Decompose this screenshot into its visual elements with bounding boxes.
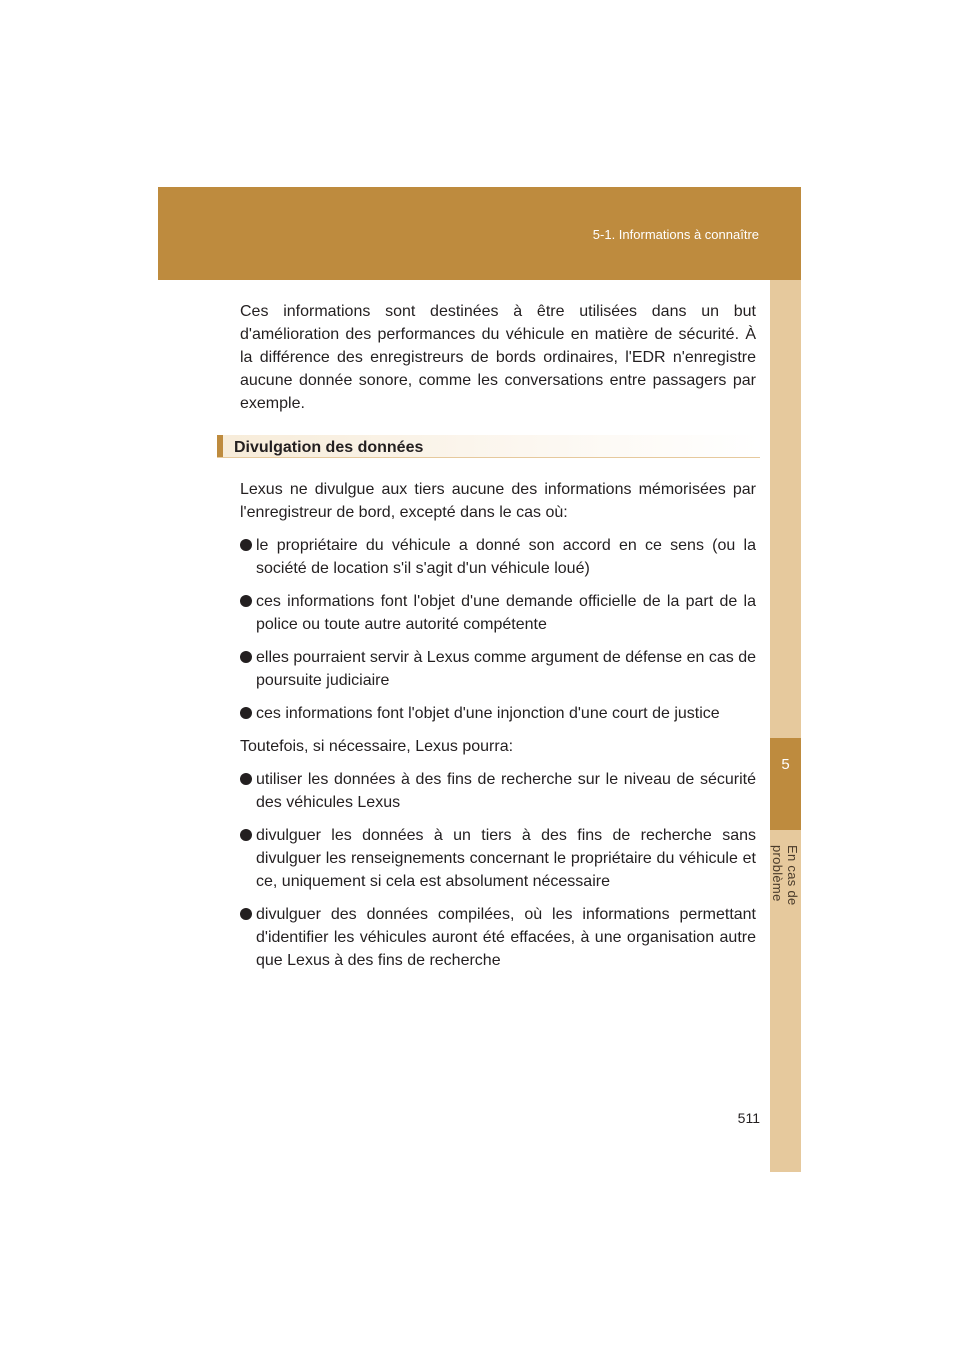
page-number: 511 [737, 1110, 760, 1126]
bullet-icon [240, 539, 252, 551]
section-title: 5-1. Informations à connaître [592, 227, 759, 242]
list-item: divulguer les données à un tiers à des fins de recherche sans divulguer les renseignements concernant le propriétaire du véhicule et ce, uniquement si cela est absolument nécessaire [240, 824, 756, 893]
paragraph-however: Toutefois, si nécessaire, Lexus pourra: [240, 738, 514, 755]
side-tab [770, 280, 801, 1172]
list-item: ces informations font l'objet d'une demande officielle de la part de la police ou toute autre autorité compétente [240, 590, 756, 636]
header-band [158, 187, 801, 280]
bullet-icon [240, 829, 252, 841]
list-item: elles pourraient servir à Lexus comme argument de défense en cas de poursuite judiciaire [240, 646, 756, 692]
chapter-tab[interactable] [770, 738, 801, 830]
chapter-label: En cas de problème [770, 845, 800, 906]
section-heading [217, 435, 760, 458]
heading-text: Divulgation des données [234, 439, 424, 456]
bullet-icon [240, 908, 252, 920]
bullet-icon [240, 773, 252, 785]
list-item: le propriétaire du véhicule a donné son accord en ce sens (ou la société de location s'il s'agit d'un véhicule loué) [240, 534, 756, 580]
bullet-icon [240, 651, 252, 663]
list-item: ces informations font l'objet d'une injonction d'une court de justice [240, 702, 756, 725]
intro-paragraph: Ces informations sont destinées à être utilisées dans un but d'amélioration des performances du véhicule en matière de sécurité. À la différence des enregistreurs de bords ordinaires, l'EDR n'enregistre aucune donnée sonore, comme les conversations entre passagers par exemple. [240, 303, 756, 412]
disclosure-conditions-list [240, 534, 756, 725]
list-item: utiliser les données à des fins de recherche sur le niveau de sécurité des véhicules Lexus [240, 768, 756, 814]
list-item: divulguer des données compilées, où les informations permettant d'identifier les véhicules auront été effacées, à une organisation autre que Lexus à des fins de recherche [240, 903, 756, 972]
bullet-icon [240, 707, 252, 719]
bullet-icon [240, 595, 252, 607]
page-content [234, 300, 756, 982]
chapter-number: 5 [781, 756, 790, 773]
lexus-usage-list [240, 768, 756, 972]
paragraph-disclosure: Lexus ne divulgue aux tiers aucune des informations mémorisées par l'enregistreur de bord, excepté dans le cas où: [240, 481, 756, 521]
